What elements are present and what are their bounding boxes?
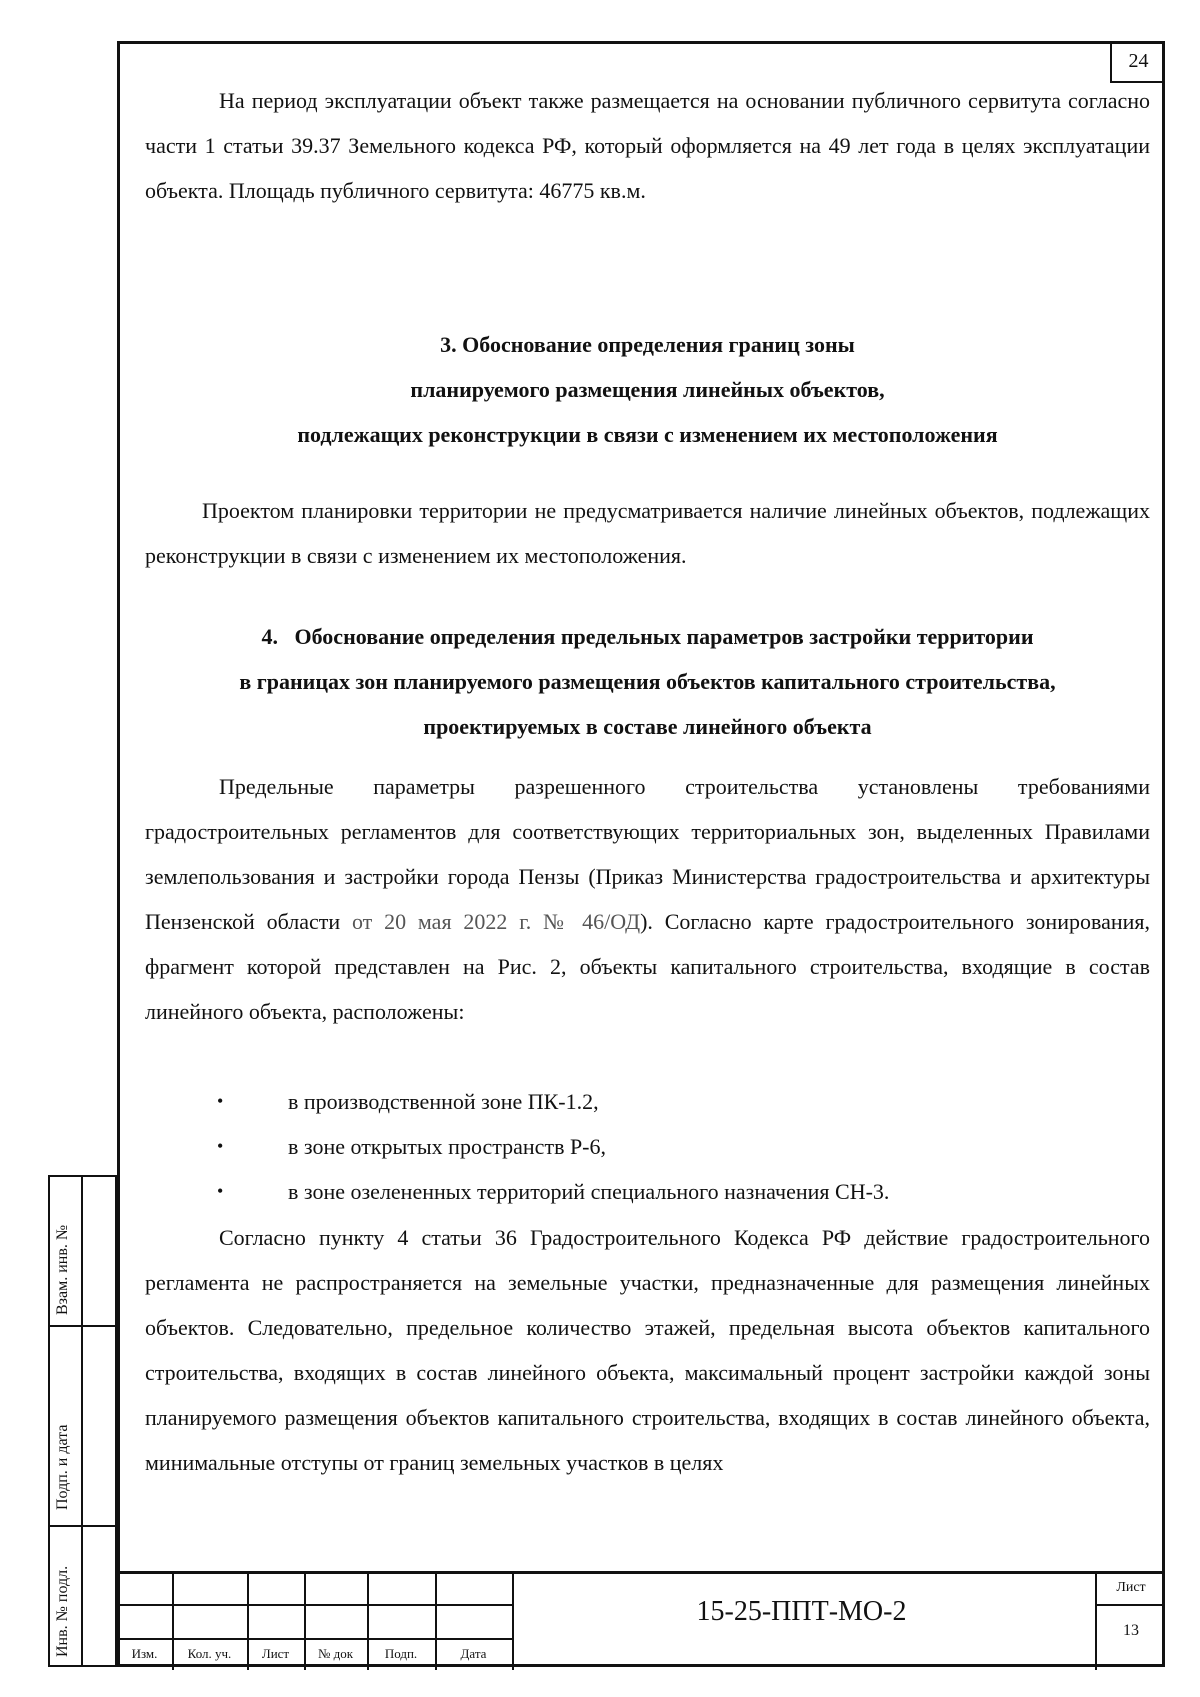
intro-block — [145, 78, 1150, 213]
margin-stamp-row-divider — [48, 1525, 117, 1527]
section4-title-line2: в границах зон планируемого размещения объектов капитального строительства, — [239, 669, 1056, 694]
section4-body-2 — [145, 1215, 1150, 1485]
section3-title-line3: подлежащих реконструкции в связи с изменением их местоположения — [297, 422, 998, 447]
list-item-text: в производственной зоне ПК-1.2, — [288, 1089, 599, 1114]
list-item-text: в зоне озелененных территорий специального назначения СН-3. — [288, 1179, 890, 1204]
list-item-text: в зоне открытых пространств Р-6, — [288, 1134, 607, 1159]
order-reference: от 20 мая 2022 г. № 46/ОД — [351, 909, 641, 934]
tb-row-divider — [1095, 1604, 1165, 1606]
podp-data-label: Подп. и дата — [54, 1424, 71, 1510]
section4-title-line1: 4. Обоснование определения предельных параметров застройки территории — [261, 624, 1034, 649]
list-item — [145, 1169, 1150, 1214]
margin-stamp-divider — [81, 1175, 83, 1667]
tb-data-label: Дата — [460, 1646, 487, 1661]
section3-title-line2: планируемого размещения линейных объектов, — [410, 377, 885, 402]
margin-stamp-column — [48, 1175, 117, 1667]
tb-sheet-number: 13 — [1123, 1622, 1139, 1639]
bullet-icon: • — [217, 1136, 224, 1156]
inv-podl-label: Инв. № подл. — [54, 1565, 71, 1657]
page-number: 24 — [1110, 41, 1165, 83]
section4-paragraph-2: Согласно пункту 4 статьи 36 Градостроительного Кодекса РФ действие градостроительного регламента не распространяется на земельные участки, предназначенные для размещения линейных объектов. Следовательно, предельное количество этажей, предельная высота объектов капитального строительства, входящих в состав линейного объекта, максимальный процент застройки каждой зоны планируемого размещения объектов капитального строительства, входящих в состав линейного объекта, минимальные отступы от границ земельных участков в целях — [145, 1225, 1150, 1475]
section3-title-line1: 3. Обоснование определения границ зоны — [440, 332, 855, 357]
section4-paragraph-1-text-a: Предельные параметры разрешенного строительства установлены требованиями градостроительных регламентов для соответствующих территориальных зон, выделенных Правилами землепользования и застройки города Пензы (Приказ Министерства градостроительства и архитектуры Пензенской области — [145, 774, 1150, 934]
bullet-icon: • — [217, 1181, 224, 1201]
section3-paragraph: Проектом планировки территории не предусматривается наличие линейных объектов, подлежащих реконструкции в связи с изменением их местоположения. — [145, 498, 1150, 568]
section4-paragraph-1 — [145, 764, 1150, 1034]
tb-row-divider — [117, 1604, 514, 1606]
section3-heading — [145, 322, 1150, 457]
section4-body-1 — [145, 764, 1150, 1034]
section4-heading — [145, 614, 1150, 749]
section4-paragraph-1-text-b: ). Согласно карте градостроительного зонирования, фрагмент которой представлен на Рис. 2, объекты капитального строительства, входящие в состав линейного объекта, расположены: — [145, 909, 1151, 1024]
section4-title-line3: проектируемых в составе линейного объекта — [423, 714, 872, 739]
document-code: 15-25-ППТ-МО-2 — [696, 1596, 907, 1627]
tb-sheet-label: Лист — [1116, 1580, 1146, 1595]
tb-row-divider — [117, 1638, 514, 1640]
list-item — [145, 1079, 1150, 1124]
bullet-icon: • — [217, 1091, 224, 1111]
intro-paragraph: На период эксплуатации объект также размещается на основании публичного сервитута согласно части 1 статьи 39.37 Земельного кодекса РФ, который оформляется на 49 лет года в целях эксплуатации объекта. Площадь публичного сервитута: 46775 кв.м. — [145, 88, 1150, 203]
title-block — [117, 1571, 1165, 1670]
margin-stamp-row-divider — [48, 1325, 117, 1327]
tb-list-label: Лист — [261, 1646, 290, 1661]
section3-body — [145, 488, 1150, 578]
zone-list — [145, 1079, 1150, 1214]
list-item — [145, 1124, 1150, 1169]
tb-kol-uch-label: Кол. уч. — [187, 1646, 232, 1661]
tb-podp-label: Подп. — [384, 1646, 418, 1661]
vzam-inv-label: Взам. инв. № — [54, 1224, 71, 1315]
tb-n-dok-label: № док — [317, 1646, 354, 1661]
tb-izm-label: Изм. — [131, 1646, 158, 1661]
